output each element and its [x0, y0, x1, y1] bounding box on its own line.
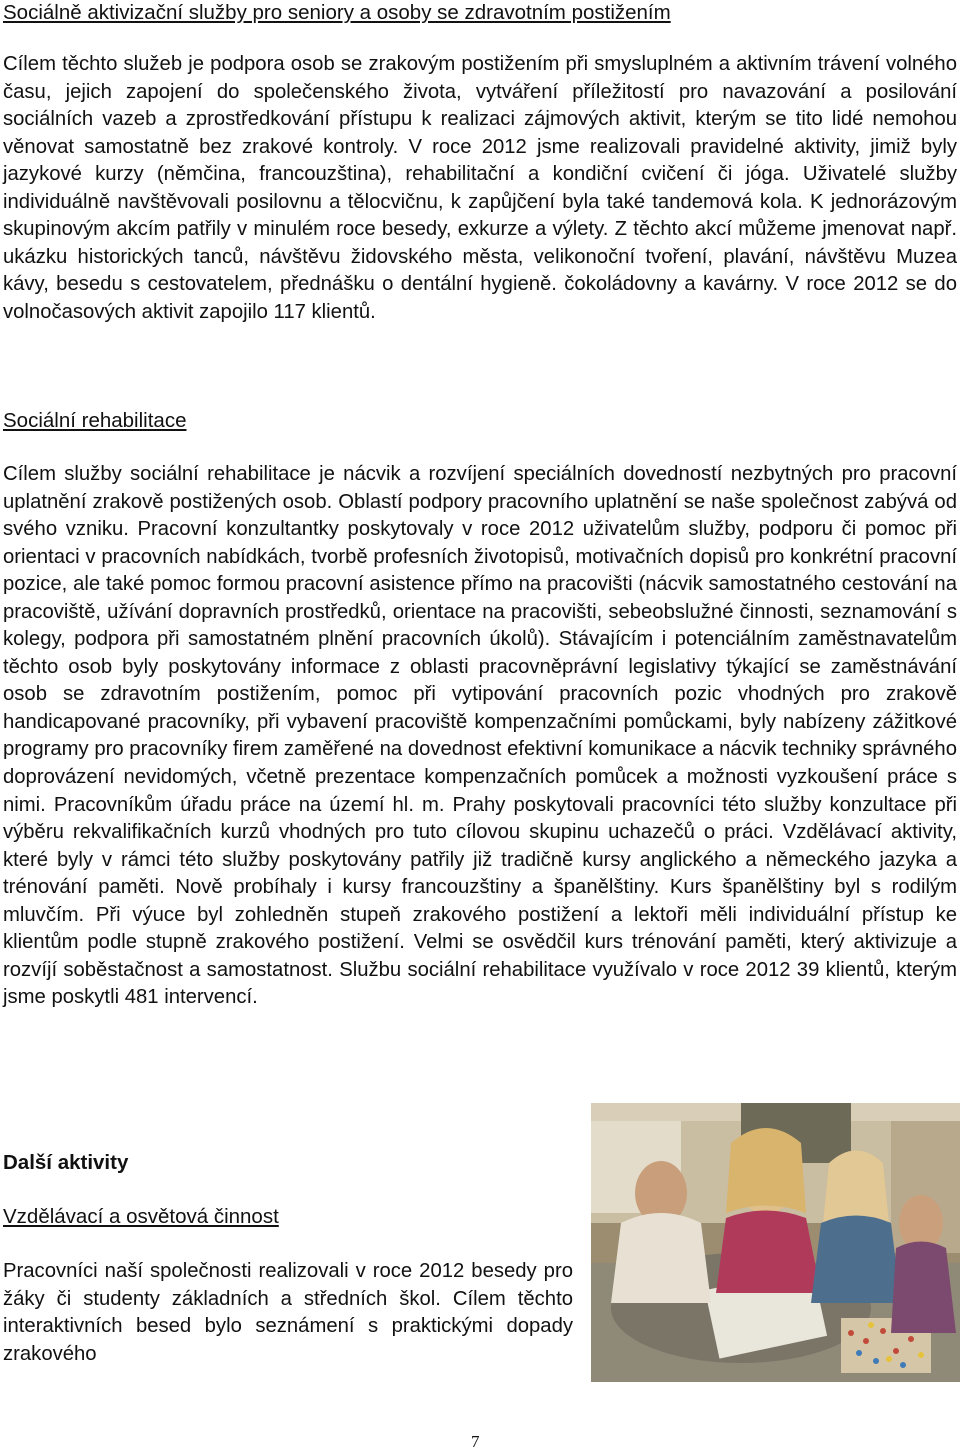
section-heading-social-activation: Sociálně aktivizační služby pro seniory a osoby se zdravotním postižením [3, 1, 671, 24]
subheading-education: Vzdělávací a osvětová činnost [3, 1205, 279, 1228]
paragraph-social-activation: Cílem těchto služeb je podpora osob se zrakovým postižením při smysluplném a aktivním trávení volného času, jejich zapojení do společenského života, vytváření příležitostí pro navazování a posilování sociálních vazeb a zprostředkování přístupu k realizaci zájmových aktivit, kterým se tito lidé nemohou věnovat samostatně bez zrakové kontroly. V roce 2012 jsme realizovali pravidelné aktivity, jimiž byly jazykové kurzy (němčina, francouzština), rehabilitační a kondiční cvičení či jóga. Uživatelé služby individuálně navštěvovali posilovnu a tělocvičnu, k zapůjčení byla také tandemová kola. K jednorázovým skupinovým akcím patřily v minulém roce besedy, exkurze a výlety. Z těchto akcí můžeme jmenovat např. ukázku historických tanců, návštěvu židovského města, velikonoční tvoření, plavání, návštěvu Muzea kávy, besedu s cestovatelem, přednášku o dentální hygieně. čokoládovny a kavárny. V roce 2012 se do volnočasových aktivit zapojilo 117 klientů. [3, 53, 957, 323]
photo-illustration [591, 1103, 960, 1382]
page-number: 7 [471, 1432, 480, 1451]
paragraph-education: Pracovníci naší společnosti realizovali v roce 2012 besedy pro žáky či studenty základních a středních škol. Cílem těchto interaktivních besed bylo seznámení s praktickými dopady zrakového [3, 1260, 573, 1365]
section-heading-other-activities: Další aktivity [3, 1151, 129, 1174]
section-heading-social-rehabilitation: Sociální rehabilitace [3, 409, 187, 432]
paragraph-social-rehabilitation: Cílem služby sociální rehabilitace je nácvik a rozvíjení speciálních dovedností nezbytných pro pracovní uplatnění zrakově postižených osob. Oblastí podpory pracovního uplatnění se naše společnost zabývá od svého vzniku. Pracovní konzultantky poskytovaly v roce 2012 uživatelům služby, podporu či pomoc při orientaci v pracovních nabídkách, tvorbě profesních životopisů, motivačních dopisů pro konkrétní pracovní pozice, ale také pomoc formou pracovní asistence přímo na pracovišti (nácvik samostatného cestování na pracoviště, užívání dopravních prostředků, orientace na pracovišti, sebeobslužné činnosti, seznamování s kolegy, podpora při samostatném plnění pracovních úkolů). Stávajícím i potenciálním zaměstnavatelům těchto osob byly poskytovány informace z oblasti pracovněprávní legislativy týkající se zaměstnávání osob se zdravotním postižením, pomoc při vytipování pracovních pozic vhodných pro zrakově handicapované pracovníky, při vybavení pracoviště kompenzačními pomůckami, byly nabízeny zážitkové programy pro pracovníky firem zaměřené na dovednost efektivní komunikace a nácvik techniky správného doprovázení nevidomých, včetně prezentace kompenzačních pomůcek a možnosti vyzkoušení práce s nimi. Pracovníkům úřadu práce na území hl. m. Prahy poskytovali pracovníci této služby konzultace při výběru rekvalifikačních kurzů vhodných pro tuto cílovou skupinu uchazečů o práci. Vzdělávací aktivity, které byly v rámci této služby poskytovány patřily již tradičně kursy anglického a německého jazyka a trénování paměti. Nově probíhaly i kursy francouzštiny a španělštiny. Kurs španělštiny byl s rodilým mluvčím. Při výuce byl zohledněn stupeň zrakového postižení a lektoři měli individuální přístup ke klientům podle stupně zrakového postižení. Velmi se osvědčil kurs trénování paměti, který aktivizuje a rozvíjí soběstačnost a samostatnost. Službu sociální rehabilitace využívalo v roce 2012 39 klientů, kterým jsme poskytli 481 intervencí. [3, 463, 957, 1009]
photo-children-braille-activity [591, 1103, 960, 1382]
